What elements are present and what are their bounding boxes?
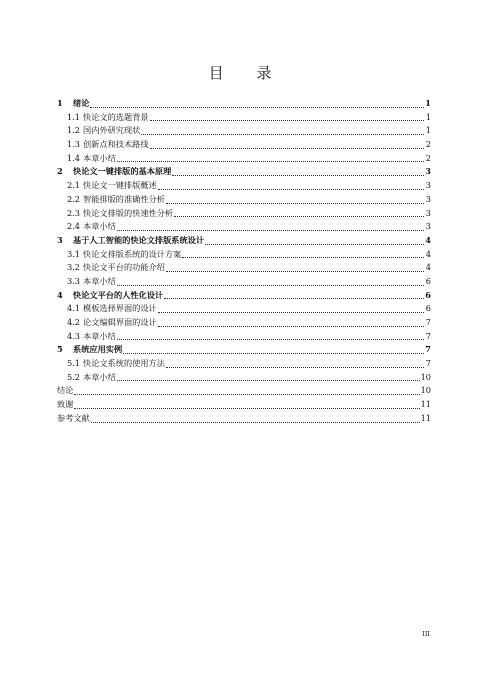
toc-dot-leader: [172, 168, 424, 176]
toc-entry[interactable]: [57, 275, 431, 289]
toc-entry-number: 1.1: [67, 111, 81, 122]
toc-dot-leader: [123, 346, 424, 354]
toc-entry[interactable]: [57, 261, 431, 275]
toc-entry-number: 3.1: [67, 248, 81, 259]
toc-entry-page: 1: [425, 111, 431, 122]
toc-dot-leader: [91, 415, 420, 423]
toc-entry-page: 6: [425, 303, 431, 314]
toc-entry-page: 2: [425, 152, 431, 163]
toc-entry-number: 1.2: [67, 125, 81, 136]
toc-dot-leader: [74, 387, 419, 395]
page-number: III: [422, 630, 430, 638]
toc-dot-leader: [117, 373, 420, 381]
toc-entry-label: 快论文的选题背景: [83, 111, 149, 122]
toc-entry[interactable]: [57, 111, 431, 125]
toc-entry[interactable]: [57, 302, 431, 316]
toc-entry-page: 4: [425, 234, 431, 245]
toc-entry-number: 2.4: [67, 221, 81, 232]
toc-entry[interactable]: [57, 234, 431, 248]
toc-entry-label: 快论文一键排版概述: [83, 180, 157, 191]
toc-dot-leader: [166, 196, 424, 204]
toc-dot-leader: [90, 100, 424, 108]
toc-entry-page: 1: [425, 125, 431, 136]
toc-entry-page: 4: [425, 262, 431, 273]
toc-dot-leader: [117, 154, 424, 162]
toc-dot-leader: [150, 141, 424, 149]
toc-entry-label: 系统应用实例: [73, 344, 123, 355]
toc-dot-leader: [117, 278, 424, 286]
toc-entry-page: 11: [420, 399, 431, 410]
toc-entry-page: 3: [425, 221, 431, 232]
toc-entry[interactable]: [57, 193, 431, 207]
toc-dot-leader: [158, 182, 424, 190]
toc-dot-leader: [205, 237, 424, 245]
toc-entry-label: 国内外研究现状: [83, 125, 141, 136]
toc-dot-leader: [141, 127, 424, 135]
toc-entry-number: 4.2: [67, 317, 81, 327]
toc-entry-number: 5.2: [67, 371, 81, 382]
toc-entry-label: 基于人工智能的快论文排版系统设计: [73, 234, 205, 245]
toc-entry[interactable]: [57, 97, 431, 111]
toc-entry-number: 2.1: [67, 180, 81, 191]
toc-entry-page: 6: [425, 275, 431, 286]
toc-entry-label: 本章小结: [83, 330, 116, 341]
toc-entry[interactable]: [57, 248, 431, 262]
toc-entry-page: 4: [425, 248, 431, 259]
toc-entry-number: 5: [57, 344, 63, 355]
toc-entry-page: 3: [425, 166, 431, 177]
toc-entry-page: 3: [425, 207, 431, 218]
toc-entry-label: 智能排版的准确性分析: [83, 193, 165, 204]
toc-entry-page: 1: [425, 98, 431, 108]
toc-dot-leader: [74, 401, 419, 409]
toc-dot-leader: [166, 360, 424, 368]
toc-entry[interactable]: [57, 343, 431, 357]
toc-entry[interactable]: [57, 412, 431, 426]
toc-entry-page: 6: [425, 289, 431, 300]
toc-entry-number: 2.3: [67, 207, 81, 218]
toc-entry-label: 本章小结: [83, 221, 116, 232]
toc-entry[interactable]: [57, 152, 431, 166]
toc-entry-label: 模板选择界面的设计: [83, 303, 157, 314]
toc-dot-leader: [174, 209, 424, 217]
toc-entry-number: 1: [57, 98, 63, 108]
toc-entry[interactable]: [57, 357, 431, 371]
toc-entry-number: 4.1: [67, 303, 81, 314]
toc-dot-leader: [158, 319, 424, 327]
toc-entry[interactable]: [57, 220, 431, 234]
toc-entry[interactable]: [57, 384, 431, 398]
toc-entry-number: 3: [57, 234, 63, 245]
toc-dot-leader: [182, 250, 424, 258]
toc-entry-page: 10: [420, 385, 431, 396]
toc-entry-number: 3.3: [67, 275, 81, 286]
toc-entry-label: 快论文排版的快速性分析: [83, 207, 174, 218]
toc-entry[interactable]: [57, 124, 431, 138]
toc-entry-number: 3.2: [67, 262, 81, 273]
toc-entry-label: 本章小结: [83, 275, 116, 286]
toc-entry-page: 7: [425, 344, 431, 355]
toc-entry[interactable]: [57, 289, 431, 303]
toc-entry-page: 10: [420, 371, 431, 382]
toc-entry-label: 参考文献: [57, 412, 90, 423]
toc-entry-page: 2: [425, 139, 431, 150]
toc-entry[interactable]: [57, 398, 431, 412]
toc-entry[interactable]: [57, 179, 431, 193]
toc-entry-number: 4: [57, 289, 63, 300]
toc-entry-label: 快论文排版系统的设计方案: [83, 248, 182, 259]
toc-entry-page: 7: [425, 330, 431, 341]
toc-dot-leader: [117, 332, 424, 340]
toc-entry-number: 2.2: [67, 193, 81, 204]
toc-entry-label: 快论文系统的使用方法: [83, 358, 165, 369]
toc-entry[interactable]: [57, 165, 431, 179]
toc-entry[interactable]: [57, 138, 431, 152]
toc-entry-number: 5.1: [67, 358, 81, 369]
toc-entry-number: 2: [57, 166, 63, 177]
table-of-contents: [57, 97, 431, 426]
toc-entry-label: 绪论: [73, 98, 90, 108]
toc-dot-leader: [117, 223, 424, 231]
toc-entry-label: 创新点和技术路线: [83, 139, 149, 150]
page-title: 目 录: [208, 64, 286, 82]
toc-entry-label: 论文编辑界面的设计: [83, 317, 157, 327]
toc-entry-number: 4.3: [67, 330, 81, 341]
toc-entry[interactable]: [57, 371, 431, 385]
toc-entry-label: 结论: [57, 385, 74, 396]
toc-dot-leader: [158, 305, 424, 313]
toc-dot-leader: [164, 291, 424, 299]
toc-entry-number: 1.3: [67, 139, 81, 150]
toc-entry-page: 3: [425, 180, 431, 191]
toc-entry-label: 快论文一键排版的基本原理: [73, 166, 172, 177]
toc-entry-page: 7: [425, 358, 431, 369]
toc-entry-page: 3: [425, 193, 431, 204]
toc-entry-label: 本章小结: [83, 371, 116, 382]
toc-entry-page: 7: [425, 317, 431, 327]
toc-dot-leader: [166, 264, 424, 272]
toc-entry[interactable]: [57, 316, 431, 330]
toc-entry-page: 11: [420, 412, 431, 423]
toc-dot-leader: [150, 113, 424, 121]
toc-entry-label: 本章小结: [83, 152, 116, 163]
toc-entry[interactable]: [57, 330, 431, 344]
toc-entry-number: 1.4: [67, 152, 81, 163]
toc-entry-label: 快论文平台的人性化设计: [73, 289, 164, 300]
toc-entry[interactable]: [57, 207, 431, 221]
toc-entry-label: 快论文平台的功能介绍: [83, 262, 165, 273]
toc-entry-label: 致谢: [57, 399, 74, 410]
